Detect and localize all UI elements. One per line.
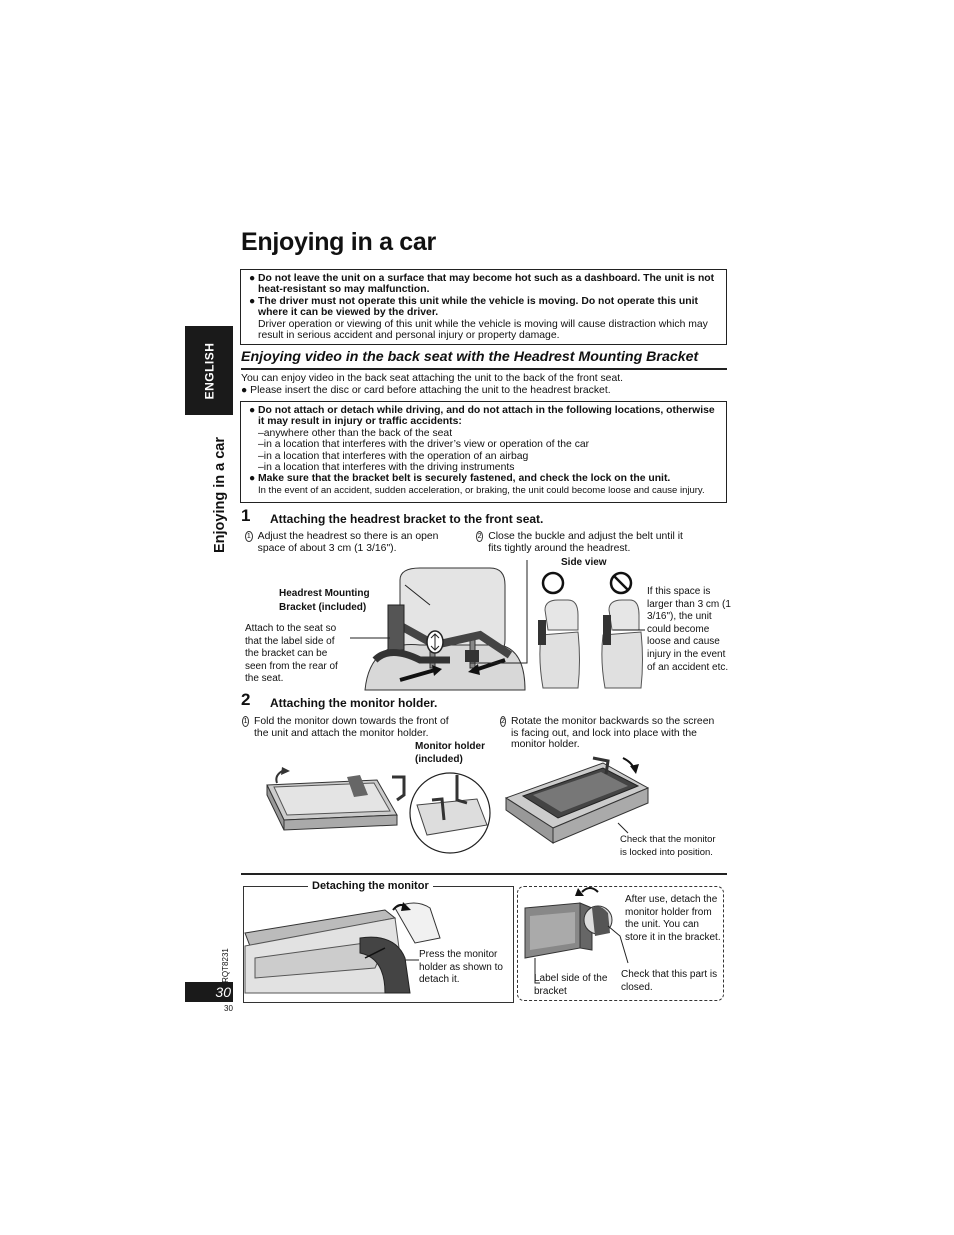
side-section-title-wrap xyxy=(200,420,240,570)
step-number: 2 xyxy=(241,690,251,709)
closed-note: Check that this part is closed. xyxy=(621,969,718,993)
dash-item: –in a location that interferes with the operation of an airbag xyxy=(258,450,529,462)
step-heading: Attaching the monitor holder. xyxy=(270,696,438,710)
monitor-locked-illustration xyxy=(498,758,663,850)
language-tab-label: ENGLISH xyxy=(202,342,216,399)
bracket-storage-illustration xyxy=(520,888,630,998)
section-rule xyxy=(241,368,727,370)
document-code-wrap xyxy=(205,945,245,985)
dash-item: –in a location that interferes with the driver’s view or operation of the car xyxy=(258,439,590,451)
label-side-note: Label side of the bracket xyxy=(534,973,608,997)
page-number-small: 30 xyxy=(224,1004,233,1013)
page-number: 30 xyxy=(215,984,231,1000)
holder-label: Monitor holder (included) xyxy=(415,741,485,765)
warning-box-heat xyxy=(240,269,727,345)
language-tab-label-wrap xyxy=(185,326,233,415)
side-view-illustration xyxy=(533,570,643,690)
dash-item: –anywhere other than the back of the seat xyxy=(258,427,453,439)
press-callout-line xyxy=(405,955,425,965)
document-code: RQT8231 xyxy=(220,947,230,983)
press-note: Press the monitor holder as shown to detach it. xyxy=(419,949,503,986)
side-view-label: Side view xyxy=(561,557,607,568)
bracket-callout-lines xyxy=(405,560,535,665)
warning-item: ● Do not leave the unit on a surface that may become hot such as a dashboard. The unit is not heat-resistant so may malfunction. xyxy=(249,273,715,296)
section-heading: Enjoying video in the back seat with the Headrest Mounting Bracket xyxy=(241,349,699,365)
after-use-note: After use, detach the monitor holder from the unit. You can store it in the bracket. xyxy=(625,894,721,943)
lock-note: Check that the monitor is locked into position. xyxy=(620,834,716,858)
space-note: If this space is larger than 3 cm (1 3/16"), the unit could become loose and cause injury in the event of an accident etc. xyxy=(647,586,731,673)
step2-sub2: 2 Rotate the monitor backwards so the screen is facing out, and lock into place with the monitor holder. xyxy=(501,716,715,751)
step1-sub1: 1 Adjust the headrest so there is an open space of about 3 cm (1 3/16"). xyxy=(246,531,439,554)
detach-rule xyxy=(241,873,727,875)
step1-sub2: 2 Close the buckle and adjust the belt until it fits tightly around the headrest. xyxy=(477,531,683,554)
detach-illustration xyxy=(245,898,415,998)
warning-item: ● The driver must not operate this unit while the vehicle is moving. Do not operate this unit where it can be viewed by the driver. Driver operation or viewing of this unit while the vehicle is moving will cause distraction which may result in serious accident and personal injury or property damage. xyxy=(249,295,708,342)
warning-box-driving: ● Do not attach or detach while driving, and do not attach in the following locations, otherwise it may result in injury or traffic accidents: –anywhere other than the back of the seat –in a location that interferes with the driver’s view or operation of the car –in a location that interferes with the operation of an airbag –in a location that interferes with the driving instruments ● Make sure that the bracket belt is securely fastened, and check the lock on the unit. In the event of an accident, sudden acceleration, or braking, the unit could become loose and cause injury. xyxy=(240,401,727,503)
dash-item: –in a location that interferes with the driving instruments xyxy=(258,462,515,474)
bracket-label: Headrest Mounting Bracket (included) xyxy=(279,588,370,613)
attach-note: Attach to the seat so that the label side of the bracket can be seen from the rear of the seat. xyxy=(245,623,338,685)
attach-callout-line xyxy=(350,630,390,650)
detach-heading: Detaching the monitor xyxy=(308,880,433,892)
monitor-fold-illustration xyxy=(262,765,492,865)
page-title: Enjoying in a car xyxy=(241,228,436,256)
section-intro: You can enjoy video in the back seat attaching the unit to the back of the front seat. ● Please insert the disc or card before attaching the unit to the headrest bracket. xyxy=(241,373,624,396)
side-section-title: Enjoying in a car xyxy=(212,436,228,554)
step-number: 1 xyxy=(241,506,251,525)
ok-icon xyxy=(543,573,563,593)
step-heading: Attaching the headrest bracket to the front seat. xyxy=(270,512,544,526)
step2-sub1: 1 Fold the monitor down towards the front of the unit and attach the monitor holder. xyxy=(243,716,449,739)
